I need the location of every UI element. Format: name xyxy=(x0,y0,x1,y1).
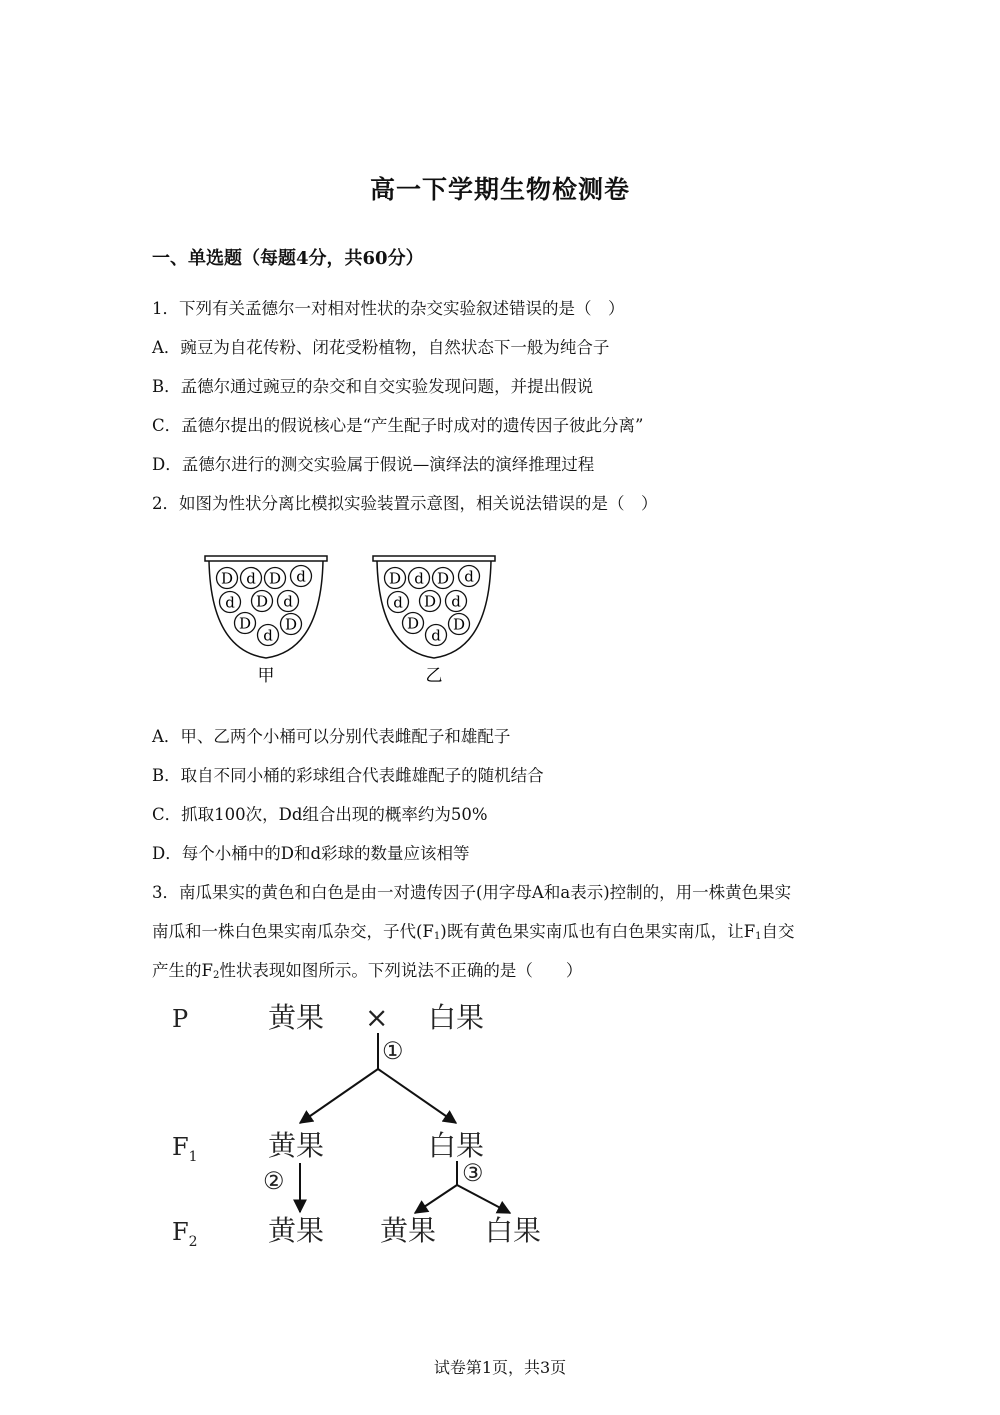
step-3-marker: ③ xyxy=(462,1159,484,1187)
section-heading: 一、单选题（每题4分，共60分） xyxy=(152,248,424,269)
ball-label: d xyxy=(263,626,273,645)
q3-line-2-part: 自交 xyxy=(761,922,795,941)
arrow-to-f1-white xyxy=(378,1069,456,1123)
f2-white-fruit: 白果 xyxy=(485,1214,542,1247)
ball-label: D xyxy=(284,615,298,634)
arrow-to-f1-yellow xyxy=(300,1069,378,1123)
q3-subscript: 1 xyxy=(433,931,441,942)
q3-line-2-part: 南瓜和一株白色果实南瓜杂交，子代(F xyxy=(152,922,434,941)
f1-letter: F xyxy=(172,1133,189,1161)
ball-label: d xyxy=(246,569,256,588)
ball-label: d xyxy=(393,593,403,612)
bucket-figure xyxy=(195,550,515,695)
q1-stem: 1．下列有关孟德尔一对相对性状的杂交实验叙述错误的是（ ） xyxy=(152,299,625,318)
bucket-balls xyxy=(217,566,480,646)
step-2-marker: ② xyxy=(263,1167,285,1195)
q3-subscript: 1 xyxy=(755,931,762,942)
generation-label-p: P xyxy=(172,1005,189,1033)
ball-label: d xyxy=(464,567,474,586)
q1-option-c: C．孟德尔提出的假说核心是“产生配子时成对的遗传因子彼此分离” xyxy=(152,416,644,435)
ball-label: D xyxy=(220,569,234,588)
arrow-to-f2-white xyxy=(457,1185,510,1213)
ball-label: D xyxy=(388,569,402,588)
ball-label: D xyxy=(268,569,282,588)
f1-subscript: 1 xyxy=(188,1149,198,1165)
bucket-label-yi: 乙 xyxy=(425,666,443,686)
step-1-marker: ① xyxy=(382,1037,404,1065)
q2-option-a: A．甲、乙两个小桶可以分别代表雌配子和雄配子 xyxy=(152,727,511,746)
q2-option-d: D．每个小桶中的D和d彩球的数量应该相等 xyxy=(152,844,470,863)
q2-stem: 2．如图为性状分离比模拟实验装置示意图，相关说法错误的是（ ） xyxy=(152,494,658,513)
generation-label-f2 xyxy=(172,1218,198,1250)
bucket-label-jia: 甲 xyxy=(257,666,275,686)
f1-white-fruit: 白果 xyxy=(428,1129,485,1162)
generation-label-f1 xyxy=(172,1133,198,1165)
ball-label: D xyxy=(452,615,466,634)
ball-label: d xyxy=(414,569,424,588)
q1-option-a: A．豌豆为自花传粉、闭花受粉植物，自然状态下一般为纯合子 xyxy=(152,338,610,357)
q1-option-d: D．孟德尔进行的测交实验属于假说—演绎法的演绎推理过程 xyxy=(152,455,595,474)
ball-label: D xyxy=(238,614,252,633)
ball-label: d xyxy=(431,626,441,645)
f1-yellow-fruit: 黄果 xyxy=(268,1129,325,1162)
ball-label: D xyxy=(423,592,437,611)
page-footer: 试卷第1页，共3页 xyxy=(433,1358,567,1377)
q2-option-b: B．取自不同小桶的彩球组合代表雌雄配子的随机结合 xyxy=(152,766,544,785)
ball-label: d xyxy=(225,593,235,612)
q3-line-3-part: 产生的F xyxy=(152,961,213,980)
page-title: 高一下学期生物检测卷 xyxy=(369,175,630,204)
q3-line-1: 3．南瓜果实的黄色和白色是由一对遗传因子(用字母A和a表示)控制的，用一株黄色果实 xyxy=(152,883,792,902)
q3-line-3-part: 性状表现如图所示。下列说法不正确的是（ ） xyxy=(219,961,583,980)
pedigree-diagram xyxy=(160,995,580,1260)
p-yellow-fruit: 黄果 xyxy=(268,1001,325,1034)
q3-subscript: 2 xyxy=(212,970,220,981)
cross-symbol: × xyxy=(365,1001,389,1034)
ball-label: D xyxy=(255,592,269,611)
q3-line-2-part: )既有黄色果实南瓜也有白色果实南瓜，让F xyxy=(440,922,756,941)
ball-label: D xyxy=(406,614,420,633)
f2-subscript: 2 xyxy=(188,1234,198,1250)
f2-letter: F xyxy=(172,1218,189,1246)
ball-label: D xyxy=(436,569,450,588)
f2-yellow-fruit-mid: 黄果 xyxy=(380,1214,437,1247)
p-white-fruit: 白果 xyxy=(428,1001,485,1034)
ball-label: d xyxy=(296,567,306,586)
ball-label: d xyxy=(451,592,461,611)
f2-yellow-fruit-left: 黄果 xyxy=(268,1214,325,1247)
q2-option-c: C．抓取100次，Dd组合出现的概率约为50% xyxy=(152,805,488,824)
q3-line-3 xyxy=(152,959,582,988)
arrow-to-f2-yellow-mid xyxy=(415,1185,457,1213)
ball-label: d xyxy=(283,592,293,611)
q1-option-b: B．孟德尔通过豌豆的杂交和自交实验发现问题，并提出假说 xyxy=(152,377,594,396)
q3-line-2 xyxy=(152,920,795,949)
